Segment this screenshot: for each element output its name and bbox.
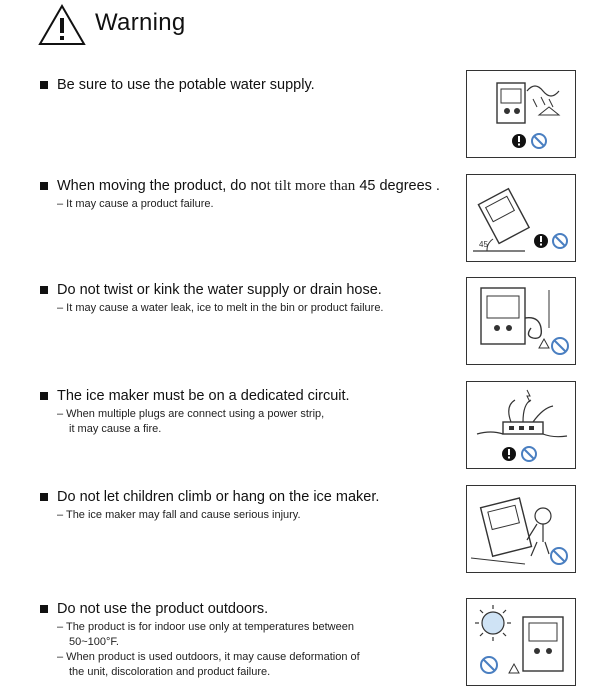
outdoor-use-illustration bbox=[466, 598, 576, 686]
warning-item-outdoors bbox=[40, 601, 460, 680]
bullet-icon bbox=[40, 182, 48, 190]
kinked-hose-illustration bbox=[466, 277, 576, 365]
tilt-45-degrees-illustration bbox=[466, 174, 576, 262]
power-strip-illustration bbox=[466, 381, 576, 469]
warning-item-children bbox=[40, 489, 460, 523]
warning-item-tilt bbox=[40, 178, 460, 212]
warning-header bbox=[38, 4, 338, 48]
item-detail: – The ice maker may fall and cause serious injury. bbox=[57, 509, 301, 521]
item-heading: Be sure to use the potable water supply. bbox=[57, 77, 315, 93]
bullet-icon bbox=[40, 392, 48, 400]
warning-item-circuit bbox=[40, 388, 460, 437]
item-detail: – It may cause a product failure. bbox=[57, 198, 214, 210]
item-heading: Do not twist or kink the water supply or drain hose. bbox=[57, 282, 382, 298]
item-heading: The ice maker must be on a dedicated circuit. bbox=[57, 388, 350, 404]
svg-text:45: 45 bbox=[479, 240, 488, 249]
item-detail: – When multiple plugs are connect using a power strip, it may cause a fire. bbox=[57, 408, 325, 435]
item-heading: When moving the product, do not tilt more than 45 degrees . bbox=[57, 178, 440, 194]
warning-item-hose bbox=[40, 282, 460, 316]
item-heading: Do not use the product outdoors. bbox=[57, 601, 269, 617]
item-heading: Do not let children climb or hang on the ice maker. bbox=[57, 489, 380, 505]
warning-item-potable-water bbox=[40, 77, 460, 94]
bullet-icon bbox=[40, 286, 48, 294]
item-detail: – The product is for indoor use only at temperatures between 50~100°F. – When product is used outdoors, it may cause deformation of the unit, discoloration and product failure. bbox=[57, 621, 360, 678]
bullet-icon bbox=[40, 605, 48, 613]
child-climbing-illustration bbox=[466, 485, 576, 573]
item-detail: – It may cause a water leak, ice to melt in the bin or product failure. bbox=[57, 302, 384, 314]
bullet-icon bbox=[40, 81, 48, 89]
bullet-icon bbox=[40, 493, 48, 501]
warning-triangle-icon bbox=[38, 4, 86, 46]
potable-water-illustration bbox=[466, 70, 576, 158]
page-title: Warning bbox=[95, 9, 186, 36]
